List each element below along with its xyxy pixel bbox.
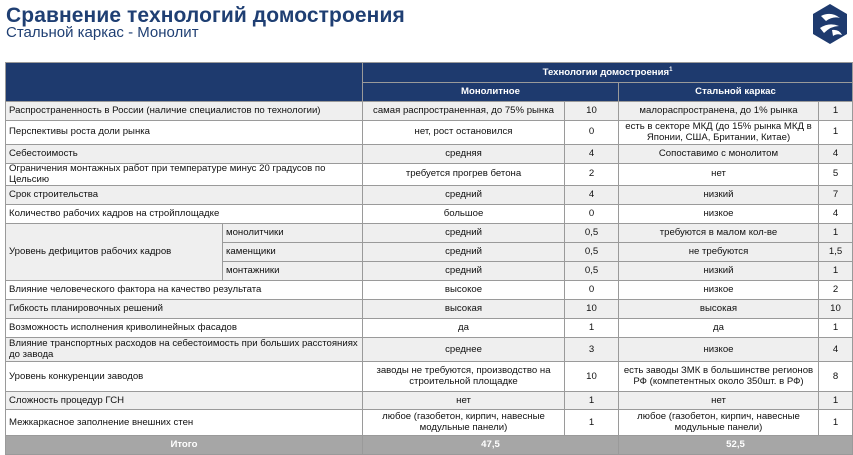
steel-score: 1 <box>819 410 853 436</box>
steel-value: любое (газобетон, кирпич, навесные модульные панели) <box>619 410 819 436</box>
table-row <box>6 205 853 224</box>
mono-value: среднее <box>363 338 565 362</box>
table-row <box>6 300 853 319</box>
steel-score: 4 <box>819 145 853 164</box>
steel-value: нет <box>619 392 819 410</box>
mono-value: средний <box>363 224 565 243</box>
mono-value: средняя <box>363 145 565 164</box>
col-header-monolith: Монолитное <box>363 83 619 102</box>
row-label: Срок строительства <box>6 186 363 205</box>
mono-score: 2 <box>565 164 619 186</box>
mono-value: нет <box>363 392 565 410</box>
steel-value: нет <box>619 164 819 186</box>
mono-score: 0 <box>565 205 619 224</box>
row-label-deficit: Уровень дефицитов рабочих кадров <box>6 224 223 281</box>
comparison-table <box>5 62 853 455</box>
row-label: Перспективы роста доли рынка <box>6 121 363 145</box>
mono-value: да <box>363 319 565 338</box>
table-row <box>6 121 853 145</box>
steel-score: 7 <box>819 186 853 205</box>
mono-score: 3 <box>565 338 619 362</box>
row-label: Возможность исполнения криволинейных фасадов <box>6 319 363 338</box>
table-row <box>6 392 853 410</box>
mono-score: 0,5 <box>565 243 619 262</box>
mono-value: требуется прогрев бетона <box>363 164 565 186</box>
steel-value: есть заводы ЗМК в большинстве регионов РФ (компетентных около 350шт. в РФ) <box>619 362 819 392</box>
table-row <box>6 338 853 362</box>
mono-score: 0,5 <box>565 224 619 243</box>
row-label: Влияние человеческого фактора на качество результата <box>6 281 363 300</box>
total-mono: 47,5 <box>363 436 619 455</box>
steel-value: низкое <box>619 281 819 300</box>
company-logo-icon <box>809 2 851 46</box>
table-row <box>6 362 853 392</box>
steel-score: 1 <box>819 102 853 121</box>
steel-score: 1 <box>819 319 853 338</box>
mono-score: 4 <box>565 186 619 205</box>
mono-score: 0 <box>565 281 619 300</box>
table-row <box>6 145 853 164</box>
steel-value: малораспространена, до 1% рынка <box>619 102 819 121</box>
steel-value: Сопоставимо с монолитом <box>619 145 819 164</box>
total-row <box>6 436 853 455</box>
sub-row-label: монолитчики <box>223 224 363 243</box>
row-label: Ограничения монтажных работ при температуре минус 20 градусов по Цельсию <box>6 164 363 186</box>
mono-value: средний <box>363 186 565 205</box>
steel-score: 4 <box>819 205 853 224</box>
row-label: Гибкость планировочных решений <box>6 300 363 319</box>
row-label: Сложность процедур ГСН <box>6 392 363 410</box>
mono-value: большое <box>363 205 565 224</box>
mono-value: заводы не требуются, производство на строительной площадке <box>363 362 565 392</box>
mono-value: высокое <box>363 281 565 300</box>
steel-value: низкое <box>619 205 819 224</box>
row-label: Влияние транспортных расходов на себестоимость при больших расстояниях до завода <box>6 338 363 362</box>
mono-value: высокая <box>363 300 565 319</box>
col-header-steel: Стальной каркас <box>619 83 853 102</box>
mono-score: 0,5 <box>565 262 619 281</box>
row-label: Количество рабочих кадров на стройплощадке <box>6 205 363 224</box>
steel-value: да <box>619 319 819 338</box>
header-blank-cell <box>6 63 363 102</box>
steel-value: низкий <box>619 186 819 205</box>
steel-score: 4 <box>819 338 853 362</box>
row-label: Уровень конкуренции заводов <box>6 362 363 392</box>
mono-score: 1 <box>565 319 619 338</box>
mono-value: средний <box>363 243 565 262</box>
mono-score: 10 <box>565 300 619 319</box>
page-subtitle: Стальной каркас - Монолит <box>6 24 199 41</box>
mono-score: 10 <box>565 362 619 392</box>
steel-score: 1 <box>819 121 853 145</box>
group-header: Технологии домостроения$^1$ <box>363 63 853 83</box>
steel-value: есть в секторе МКД (до 15% рынка МКД в Японии, США, Британии, Китае) <box>619 121 819 145</box>
sub-row-label: каменщики <box>223 243 363 262</box>
mono-score: 4 <box>565 145 619 164</box>
sub-row-label: монтажники <box>223 262 363 281</box>
table-row <box>6 410 853 436</box>
table-row <box>6 319 853 338</box>
mono-value: нет, рост остановился <box>363 121 565 145</box>
steel-score: 1 <box>819 224 853 243</box>
steel-score: 8 <box>819 362 853 392</box>
steel-score: 5 <box>819 164 853 186</box>
steel-value: не требуются <box>619 243 819 262</box>
steel-value: требуются в малом кол-ве <box>619 224 819 243</box>
steel-score: 1 <box>819 392 853 410</box>
steel-value: высокая <box>619 300 819 319</box>
row-label: Себестоимость <box>6 145 363 164</box>
total-steel: 52,5 <box>619 436 853 455</box>
steel-score: 10 <box>819 300 853 319</box>
mono-score: 1 <box>565 410 619 436</box>
mono-value: любое (газобетон, кирпич, навесные модульные панели) <box>363 410 565 436</box>
mono-score: 0 <box>565 121 619 145</box>
steel-value: низкий <box>619 262 819 281</box>
mono-value: самая распространенная, до 75% рынка <box>363 102 565 121</box>
row-label: Межкаркасное заполнение внешних стен <box>6 410 363 436</box>
mono-score: 1 <box>565 392 619 410</box>
row-label: Распространенность в России (наличие специалистов по технологии) <box>6 102 363 121</box>
steel-score: 2 <box>819 281 853 300</box>
table-row <box>6 224 853 243</box>
table-row <box>6 186 853 205</box>
steel-score: 1,5 <box>819 243 853 262</box>
steel-value: низкое <box>619 338 819 362</box>
page-title: Сравнение технологий домостроения <box>6 4 405 27</box>
steel-score: 1 <box>819 262 853 281</box>
total-label: Итого <box>6 436 363 455</box>
mono-score: 10 <box>565 102 619 121</box>
mono-value: средний <box>363 262 565 281</box>
table-row <box>6 164 853 186</box>
table-row <box>6 102 853 121</box>
table-row <box>6 281 853 300</box>
